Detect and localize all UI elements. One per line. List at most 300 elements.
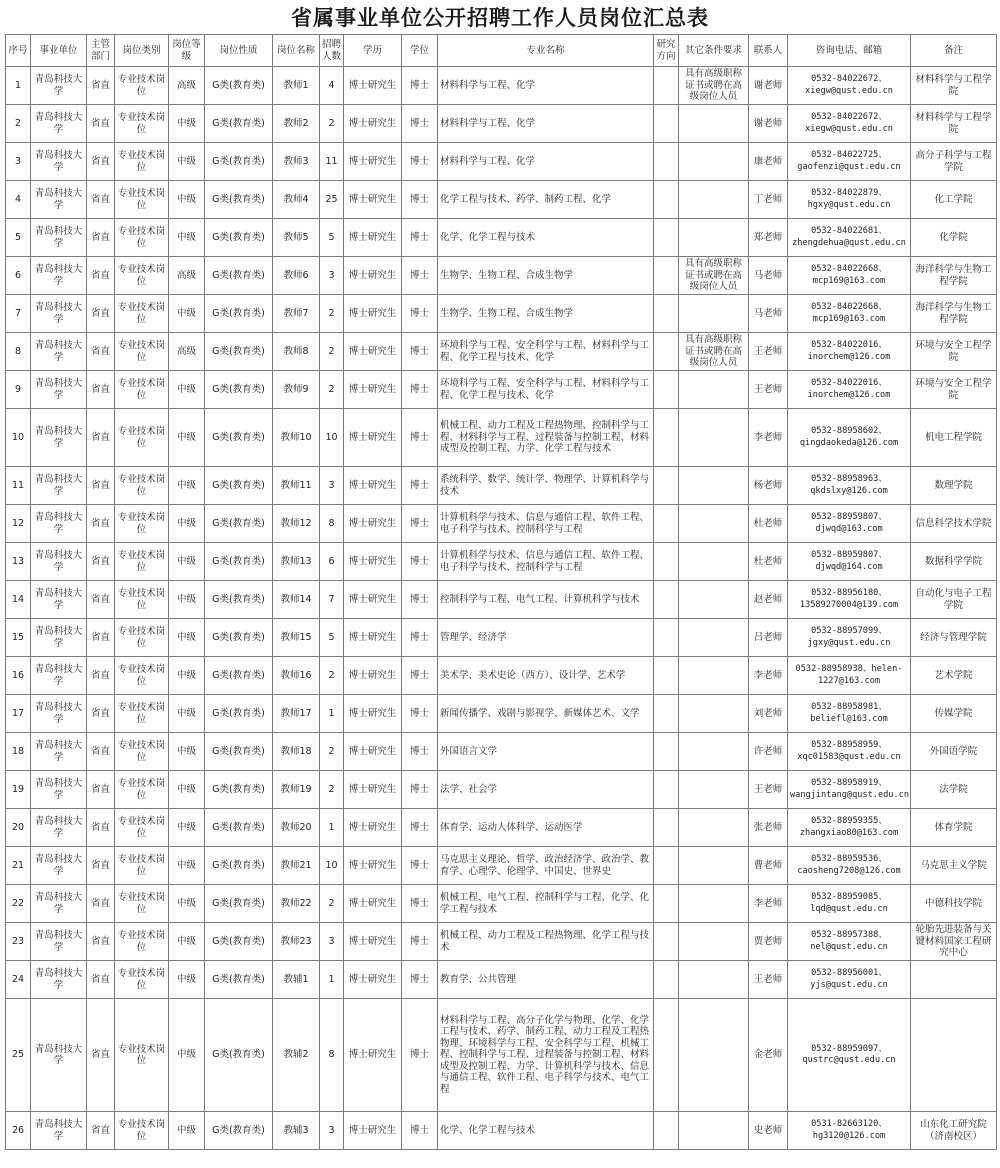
table-row [6, 143, 997, 181]
cell-category: 专业技术岗位 [115, 181, 169, 219]
cell-seq: 4 [6, 181, 31, 219]
cell-contact: 李老师 [749, 409, 788, 467]
cell-degree: 博士 [402, 809, 438, 847]
cell-post-name: 教师5 [273, 219, 320, 257]
cell-nature: G类(教育类) [205, 409, 273, 467]
cell-contact: 王老师 [749, 771, 788, 809]
cell-level: 中级 [169, 581, 205, 619]
cell-phone-email: 0532-88959085、lqd@qust.edu.cn [788, 885, 911, 923]
cell-category: 专业技术岗位 [115, 371, 169, 409]
cell-education: 博士研究生 [344, 961, 402, 999]
cell-major: 环境科学与工程、安全科学与工程、材料科学与工程、化学工程与技术、化学 [438, 371, 654, 409]
cell-conditions [679, 771, 749, 809]
cell-count: 2 [320, 657, 344, 695]
cell-note: 化工学院 [911, 181, 997, 219]
cell-direction [654, 505, 679, 543]
cell-level: 高级 [169, 333, 205, 371]
cell-major: 生物学、生物工程、合成生物学 [438, 295, 654, 333]
cell-phone-email: 0532-88958602、qingdaokeda@126.com [788, 409, 911, 467]
cell-note: 海洋科学与生物工程学院 [911, 295, 997, 333]
cell-nature: G类(教育类) [205, 847, 273, 885]
cell-major: 教育学、公共管理 [438, 961, 654, 999]
cell-contact: 刘老师 [749, 695, 788, 733]
table-body [6, 67, 997, 1150]
cell-major: 机械工程、动力工程及工程热物理、化学工程与技术 [438, 923, 654, 961]
cell-category: 专业技术岗位 [115, 543, 169, 581]
cell-direction [654, 467, 679, 505]
cell-count: 25 [320, 181, 344, 219]
header-cell: 研究方向 [654, 35, 679, 67]
header-row [6, 35, 997, 67]
table-row [6, 1112, 997, 1150]
cell-contact: 谢老师 [749, 105, 788, 143]
header-cell: 学历 [344, 35, 402, 67]
cell-major: 材料科学与工程、化学 [438, 105, 654, 143]
cell-education: 博士研究生 [344, 467, 402, 505]
cell-seq: 21 [6, 847, 31, 885]
cell-contact: 王老师 [749, 371, 788, 409]
cell-seq: 23 [6, 923, 31, 961]
cell-direction [654, 105, 679, 143]
cell-direction [654, 999, 679, 1112]
cell-category: 专业技术岗位 [115, 1112, 169, 1150]
cell-level: 中级 [169, 295, 205, 333]
cell-dept: 省直 [87, 143, 115, 181]
cell-major: 计算机科学与技术、信息与通信工程、软件工程、电子科学与技术、控制科学与工程 [438, 543, 654, 581]
header-cell: 岗位性质 [205, 35, 273, 67]
cell-direction [654, 1112, 679, 1150]
cell-nature: G类(教育类) [205, 105, 273, 143]
cell-category: 专业技术岗位 [115, 771, 169, 809]
cell-phone-email: 0532-88959097、qustrc@qust.edu.cn [788, 999, 911, 1112]
document-title: 省属事业单位公开招聘工作人员岗位汇总表 [291, 5, 709, 30]
table-row [6, 295, 997, 333]
cell-note: 传媒学院 [911, 695, 997, 733]
cell-level: 中级 [169, 695, 205, 733]
cell-major: 法学、社会学 [438, 771, 654, 809]
table-row [6, 923, 997, 961]
cell-degree: 博士 [402, 371, 438, 409]
cell-level: 中级 [169, 999, 205, 1112]
cell-direction [654, 219, 679, 257]
cell-dept: 省直 [87, 999, 115, 1112]
cell-unit: 青岛科技大学 [31, 257, 87, 295]
cell-post-name: 教师9 [273, 371, 320, 409]
cell-level: 中级 [169, 219, 205, 257]
cell-conditions [679, 885, 749, 923]
cell-count: 2 [320, 295, 344, 333]
cell-count: 3 [320, 467, 344, 505]
cell-degree: 博士 [402, 257, 438, 295]
cell-count: 8 [320, 505, 344, 543]
cell-major: 材料科学与工程、化学 [438, 67, 654, 105]
cell-contact: 李老师 [749, 657, 788, 695]
cell-post-name: 教师11 [273, 467, 320, 505]
cell-education: 博士研究生 [344, 505, 402, 543]
cell-nature: G类(教育类) [205, 333, 273, 371]
cell-nature: G类(教育类) [205, 67, 273, 105]
cell-contact: 马老师 [749, 257, 788, 295]
cell-dept: 省直 [87, 333, 115, 371]
cell-post-name: 教师6 [273, 257, 320, 295]
cell-conditions [679, 657, 749, 695]
cell-direction [654, 657, 679, 695]
cell-major: 新闻传播学、戏剧与影视学、新媒体艺术、文学 [438, 695, 654, 733]
cell-contact: 许老师 [749, 733, 788, 771]
table-row [6, 847, 997, 885]
cell-education: 博士研究生 [344, 409, 402, 467]
cell-unit: 青岛科技大学 [31, 999, 87, 1112]
cell-degree: 博士 [402, 847, 438, 885]
cell-note: 高分子科学与工程学院 [911, 143, 997, 181]
cell-education: 博士研究生 [344, 371, 402, 409]
cell-contact: 史老师 [749, 1112, 788, 1150]
header-cell: 专业名称 [438, 35, 654, 67]
cell-count: 3 [320, 257, 344, 295]
cell-unit: 青岛科技大学 [31, 409, 87, 467]
cell-degree: 博士 [402, 295, 438, 333]
cell-note: 法学院 [911, 771, 997, 809]
cell-count: 5 [320, 619, 344, 657]
cell-phone-email: 0532-88957099、jgxy@qust.edu.cn [788, 619, 911, 657]
cell-education: 博士研究生 [344, 847, 402, 885]
cell-degree: 博士 [402, 695, 438, 733]
cell-dept: 省直 [87, 543, 115, 581]
cell-post-name: 教师10 [273, 409, 320, 467]
cell-nature: G类(教育类) [205, 505, 273, 543]
cell-post-name: 教师22 [273, 885, 320, 923]
cell-dept: 省直 [87, 181, 115, 219]
cell-nature: G类(教育类) [205, 733, 273, 771]
cell-unit: 青岛科技大学 [31, 771, 87, 809]
cell-contact: 赵老师 [749, 581, 788, 619]
cell-degree: 博士 [402, 619, 438, 657]
cell-count: 2 [320, 105, 344, 143]
cell-post-name: 教师8 [273, 333, 320, 371]
cell-nature: G类(教育类) [205, 809, 273, 847]
cell-direction [654, 733, 679, 771]
cell-category: 专业技术岗位 [115, 67, 169, 105]
cell-conditions [679, 181, 749, 219]
cell-note: 材料科学与工程学院 [911, 67, 997, 105]
cell-count: 6 [320, 543, 344, 581]
cell-level: 中级 [169, 467, 205, 505]
cell-education: 博士研究生 [344, 923, 402, 961]
cell-degree: 博士 [402, 181, 438, 219]
cell-unit: 青岛科技大学 [31, 67, 87, 105]
cell-post-name: 教辅2 [273, 999, 320, 1112]
cell-category: 专业技术岗位 [115, 733, 169, 771]
cell-unit: 青岛科技大学 [31, 847, 87, 885]
cell-major: 计算机科学与技术、信息与通信工程、软件工程、电子科学与技术、控制科学与工程 [438, 505, 654, 543]
cell-seq: 13 [6, 543, 31, 581]
cell-count: 1 [320, 961, 344, 999]
cell-seq: 26 [6, 1112, 31, 1150]
cell-level: 中级 [169, 409, 205, 467]
cell-unit: 青岛科技大学 [31, 295, 87, 333]
cell-conditions [679, 409, 749, 467]
cell-education: 博士研究生 [344, 581, 402, 619]
table-row [6, 771, 997, 809]
cell-phone-email: 0532-84022672、xiegw@qust.edu.cn [788, 105, 911, 143]
cell-major: 生物学、生物工程、合成生物学 [438, 257, 654, 295]
cell-note: 机电工程学院 [911, 409, 997, 467]
cell-count: 3 [320, 923, 344, 961]
cell-unit: 青岛科技大学 [31, 581, 87, 619]
cell-dept: 省直 [87, 371, 115, 409]
cell-unit: 青岛科技大学 [31, 657, 87, 695]
cell-level: 中级 [169, 1112, 205, 1150]
cell-category: 专业技术岗位 [115, 847, 169, 885]
cell-category: 专业技术岗位 [115, 105, 169, 143]
cell-major: 机械工程、电气工程、控制科学与工程、化学、化学工程与技术 [438, 885, 654, 923]
cell-degree: 博士 [402, 543, 438, 581]
cell-phone-email: 0532-88959355、zhangxiao80@163.com [788, 809, 911, 847]
cell-note: 化学院 [911, 219, 997, 257]
cell-contact: 丁老师 [749, 181, 788, 219]
cell-phone-email: 0532-84022016、inorchem@126.com [788, 333, 911, 371]
cell-note: 材料科学与工程学院 [911, 105, 997, 143]
cell-note: 环境与安全工程学院 [911, 371, 997, 409]
cell-nature: G类(教育类) [205, 295, 273, 333]
cell-level: 中级 [169, 543, 205, 581]
cell-phone-email: 0532-84022668、mcp169@163.com [788, 295, 911, 333]
cell-note: 数据科学学院 [911, 543, 997, 581]
cell-level: 中级 [169, 809, 205, 847]
cell-count: 10 [320, 409, 344, 467]
cell-nature: G类(教育类) [205, 257, 273, 295]
cell-degree: 博士 [402, 923, 438, 961]
cell-dept: 省直 [87, 1112, 115, 1150]
cell-dept: 省直 [87, 67, 115, 105]
cell-phone-email: 0532-88957388、nel@qust.edu.cn [788, 923, 911, 961]
table-row [6, 219, 997, 257]
cell-education: 博士研究生 [344, 257, 402, 295]
cell-category: 专业技术岗位 [115, 295, 169, 333]
cell-dept: 省直 [87, 257, 115, 295]
cell-level: 中级 [169, 181, 205, 219]
cell-conditions [679, 847, 749, 885]
cell-post-name: 教师20 [273, 809, 320, 847]
cell-major: 机械工程、动力工程及工程热物理、控制科学与工程、材料科学与工程、过程装备与控制工程、材料成型及控制工程、力学、化学工程与技术 [438, 409, 654, 467]
cell-unit: 青岛科技大学 [31, 505, 87, 543]
cell-seq: 1 [6, 67, 31, 105]
cell-nature: G类(教育类) [205, 885, 273, 923]
cell-seq: 20 [6, 809, 31, 847]
cell-unit: 青岛科技大学 [31, 333, 87, 371]
cell-phone-email: 0532-88958919、wangjintang@qust.edu.cn [788, 771, 911, 809]
cell-level: 高级 [169, 257, 205, 295]
cell-seq: 5 [6, 219, 31, 257]
table-row [6, 505, 997, 543]
cell-direction [654, 257, 679, 295]
cell-seq: 11 [6, 467, 31, 505]
cell-level: 中级 [169, 619, 205, 657]
cell-post-name: 教师23 [273, 923, 320, 961]
cell-seq: 2 [6, 105, 31, 143]
cell-post-name: 教师17 [273, 695, 320, 733]
cell-note: 环境与安全工程学院 [911, 333, 997, 371]
cell-degree: 博士 [402, 771, 438, 809]
header-cell: 其它条件要求 [679, 35, 749, 67]
cell-phone-email: 0532-84022879、hgxy@qust.edu.cn [788, 181, 911, 219]
cell-category: 专业技术岗位 [115, 961, 169, 999]
cell-dept: 省直 [87, 219, 115, 257]
cell-major: 化学工程与技术、药学、制药工程、化学 [438, 181, 654, 219]
cell-conditions [679, 371, 749, 409]
cell-category: 专业技术岗位 [115, 409, 169, 467]
cell-direction [654, 695, 679, 733]
cell-category: 专业技术岗位 [115, 333, 169, 371]
cell-education: 博士研究生 [344, 885, 402, 923]
cell-post-name: 教师15 [273, 619, 320, 657]
cell-category: 专业技术岗位 [115, 219, 169, 257]
cell-conditions [679, 105, 749, 143]
cell-degree: 博士 [402, 143, 438, 181]
cell-contact: 李老师 [749, 885, 788, 923]
cell-direction [654, 581, 679, 619]
cell-phone-email: 0532-84022681、zhengdehua@qust.edu.cn [788, 219, 911, 257]
cell-count: 11 [320, 143, 344, 181]
cell-count: 2 [320, 733, 344, 771]
cell-note: 山东化工研究院（济南校区） [911, 1112, 997, 1150]
cell-conditions [679, 809, 749, 847]
cell-note: 艺术学院 [911, 657, 997, 695]
header-cell: 咨询电话、邮箱 [788, 35, 911, 67]
header-cell: 事业单位 [31, 35, 87, 67]
cell-education: 博士研究生 [344, 733, 402, 771]
table-row [6, 809, 997, 847]
cell-note: 轮胎先进装备与关键材料国家工程研究中心 [911, 923, 997, 961]
table-row [6, 333, 997, 371]
cell-dept: 省直 [87, 467, 115, 505]
cell-phone-email: 0532-84022725、gaofenzi@qust.edu.cn [788, 143, 911, 181]
cell-unit: 青岛科技大学 [31, 105, 87, 143]
cell-level: 中级 [169, 143, 205, 181]
cell-conditions [679, 505, 749, 543]
cell-post-name: 教师19 [273, 771, 320, 809]
cell-phone-email: 0532-88958963、qkdslxy@126.com [788, 467, 911, 505]
cell-degree: 博士 [402, 467, 438, 505]
cell-nature: G类(教育类) [205, 619, 273, 657]
cell-unit: 青岛科技大学 [31, 143, 87, 181]
cell-education: 博士研究生 [344, 143, 402, 181]
cell-seq: 3 [6, 143, 31, 181]
cell-education: 博士研究生 [344, 809, 402, 847]
cell-education: 博士研究生 [344, 619, 402, 657]
cell-nature: G类(教育类) [205, 961, 273, 999]
cell-direction [654, 809, 679, 847]
cell-note: 体育学院 [911, 809, 997, 847]
cell-phone-email: 0532-84022016、inorchem@126.com [788, 371, 911, 409]
cell-conditions: 具有高级职称证书或聘在高级岗位人员 [679, 257, 749, 295]
cell-category: 专业技术岗位 [115, 467, 169, 505]
cell-unit: 青岛科技大学 [31, 467, 87, 505]
cell-post-name: 教师13 [273, 543, 320, 581]
cell-education: 博士研究生 [344, 695, 402, 733]
cell-count: 2 [320, 371, 344, 409]
cell-major: 化学、化学工程与技术 [438, 219, 654, 257]
cell-direction [654, 923, 679, 961]
cell-seq: 8 [6, 333, 31, 371]
cell-contact: 康老师 [749, 143, 788, 181]
cell-direction [654, 295, 679, 333]
cell-contact: 曹老师 [749, 847, 788, 885]
cell-post-name: 教师14 [273, 581, 320, 619]
cell-degree: 博士 [402, 999, 438, 1112]
cell-nature: G类(教育类) [205, 771, 273, 809]
cell-direction [654, 961, 679, 999]
cell-category: 专业技术岗位 [115, 999, 169, 1112]
cell-dept: 省直 [87, 771, 115, 809]
cell-phone-email: 0532-88959807、djwqd@164.com [788, 543, 911, 581]
cell-direction [654, 143, 679, 181]
cell-conditions [679, 695, 749, 733]
table-row [6, 885, 997, 923]
cell-post-name: 教师2 [273, 105, 320, 143]
cell-dept: 省直 [87, 619, 115, 657]
cell-contact: 贾老师 [749, 923, 788, 961]
cell-degree: 博士 [402, 505, 438, 543]
cell-direction [654, 885, 679, 923]
cell-post-name: 教师12 [273, 505, 320, 543]
cell-seq: 19 [6, 771, 31, 809]
cell-major: 环境科学与工程、安全科学与工程、材料科学与工程、化学工程与技术、化学 [438, 333, 654, 371]
cell-contact: 马老师 [749, 295, 788, 333]
cell-phone-email: 0532-88956001、yjs@qust.edu.cn [788, 961, 911, 999]
cell-conditions [679, 467, 749, 505]
cell-direction [654, 771, 679, 809]
cell-phone-email: 0532-88958981、beliefl@163.com [788, 695, 911, 733]
cell-level: 高级 [169, 67, 205, 105]
table-row [6, 67, 997, 105]
cell-count: 4 [320, 67, 344, 105]
cell-major: 马克思主义理论、哲学、政治经济学、政治学、教育学、心理学、伦理学、中国史、世界史 [438, 847, 654, 885]
cell-direction [654, 371, 679, 409]
cell-count: 8 [320, 999, 344, 1112]
cell-level: 中级 [169, 885, 205, 923]
cell-unit: 青岛科技大学 [31, 695, 87, 733]
cell-seq: 17 [6, 695, 31, 733]
cell-note: 自动化与电子工程学院 [911, 581, 997, 619]
cell-post-name: 教师3 [273, 143, 320, 181]
cell-note: 外国语学院 [911, 733, 997, 771]
cell-level: 中级 [169, 505, 205, 543]
header-cell: 学位 [402, 35, 438, 67]
cell-dept: 省直 [87, 505, 115, 543]
cell-count: 1 [320, 809, 344, 847]
header-cell: 岗位名称 [273, 35, 320, 67]
cell-contact: 金老师 [749, 999, 788, 1112]
cell-seq: 16 [6, 657, 31, 695]
cell-phone-email: 0532-88959807、djwqd@163.com [788, 505, 911, 543]
cell-degree: 博士 [402, 105, 438, 143]
cell-category: 专业技术岗位 [115, 923, 169, 961]
cell-phone-email: 0532-88958938、helen-1227@163.com [788, 657, 911, 695]
cell-category: 专业技术岗位 [115, 619, 169, 657]
cell-nature: G类(教育类) [205, 923, 273, 961]
cell-contact: 王老师 [749, 333, 788, 371]
cell-education: 博士研究生 [344, 67, 402, 105]
cell-major: 材料科学与工程、高分子化学与物理、化学、化学工程与技术、药学、制药工程、动力工程及工程热物理、环境科学与工程、安全科学与工程、机械工程、控制科学与工程、过程装备与控制工程、材料成型及控制工程、力学、计算机科学与技术、信息与通信工程、软件工程、电子科学与技术、电气工程 [438, 999, 654, 1112]
cell-conditions [679, 581, 749, 619]
cell-unit: 青岛科技大学 [31, 371, 87, 409]
cell-count: 2 [320, 771, 344, 809]
cell-unit: 青岛科技大学 [31, 543, 87, 581]
cell-phone-email: 0531-82663120、hg3120@126.com [788, 1112, 911, 1150]
cell-nature: G类(教育类) [205, 219, 273, 257]
cell-seq: 10 [6, 409, 31, 467]
